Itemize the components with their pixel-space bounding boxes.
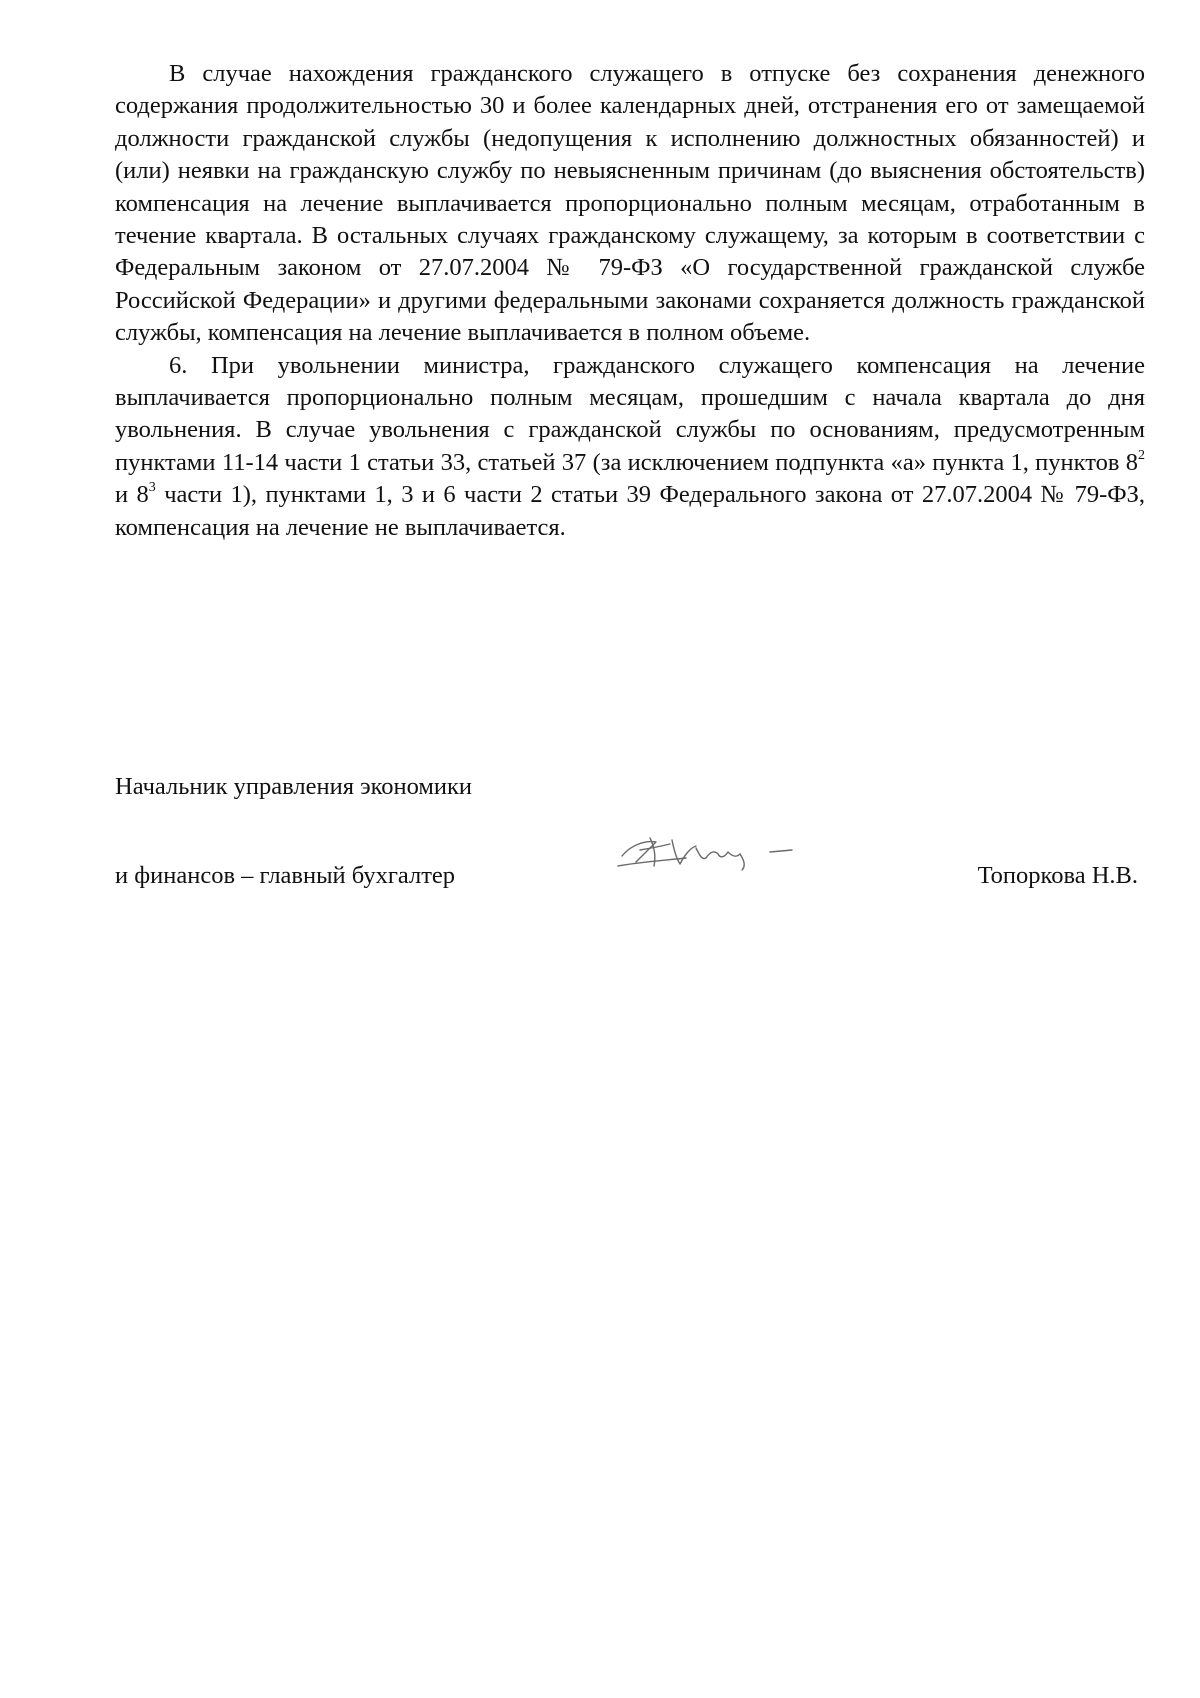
paragraph-6-dismissal xyxy=(115,350,1145,544)
paragraph-compensation-leave: В случае нахождения гражданского служащего в отпуске без сохранения денежного содержания продолжительностью 30 и более календарных дней, отстранения его от замещаемой должности гражданской службы (недопущения к исполнению должностных обязанностей) и (или) неявки на гражданскую службу по невыясненным причинам (до выяснения обстоятельств) компенсация на лечение выплачивается пропорционально полным месяцам, отработанным в течение квартала. В остальных случаях гражданскому служащему, за которым в соответствии с Федеральным законом от 27.07.2004 № 79-ФЗ «О государственной гражданской службе Российской Федерации» и другими федеральными законами сохраняется должность гражданской службы, компенсация на лечение выплачивается в полном объеме. xyxy=(115,60,1145,347)
paragraph-6-part-c: части 1), пунктами 1, 3 и 6 части 2 статьи 39 Федерального закона от 27.07.2004 № 79-ФЗ, компенсация на лечение не выплачивается. xyxy=(115,481,1145,541)
signatory-title-line-1: Начальник управления экономики xyxy=(115,773,473,800)
document-body xyxy=(115,58,1145,544)
handwritten-signature xyxy=(610,826,820,876)
superscript-2: 2 xyxy=(1138,447,1145,463)
signatory-name: Топоркова Н.В. xyxy=(977,862,1138,889)
signatory-title-line-2: и финансов – главный бухгалтер xyxy=(115,862,456,889)
paragraph-6-part-a: 6. При увольнении министра, гражданского служащего компенсация на лечение выплачивается пропорционально полным месяцам, прошедшим с начала квартала до дня увольнения. В случае увольнения с гражданской службы по основаниям, предусмотренным пунктами 11-14 части 1 статьи 33, статьей 37 (за исключением подпункта «а» пункта 1, пунктов 8 xyxy=(115,351,1145,476)
superscript-3: 3 xyxy=(148,480,156,496)
paragraph-6-part-b: и 8 xyxy=(115,481,149,509)
